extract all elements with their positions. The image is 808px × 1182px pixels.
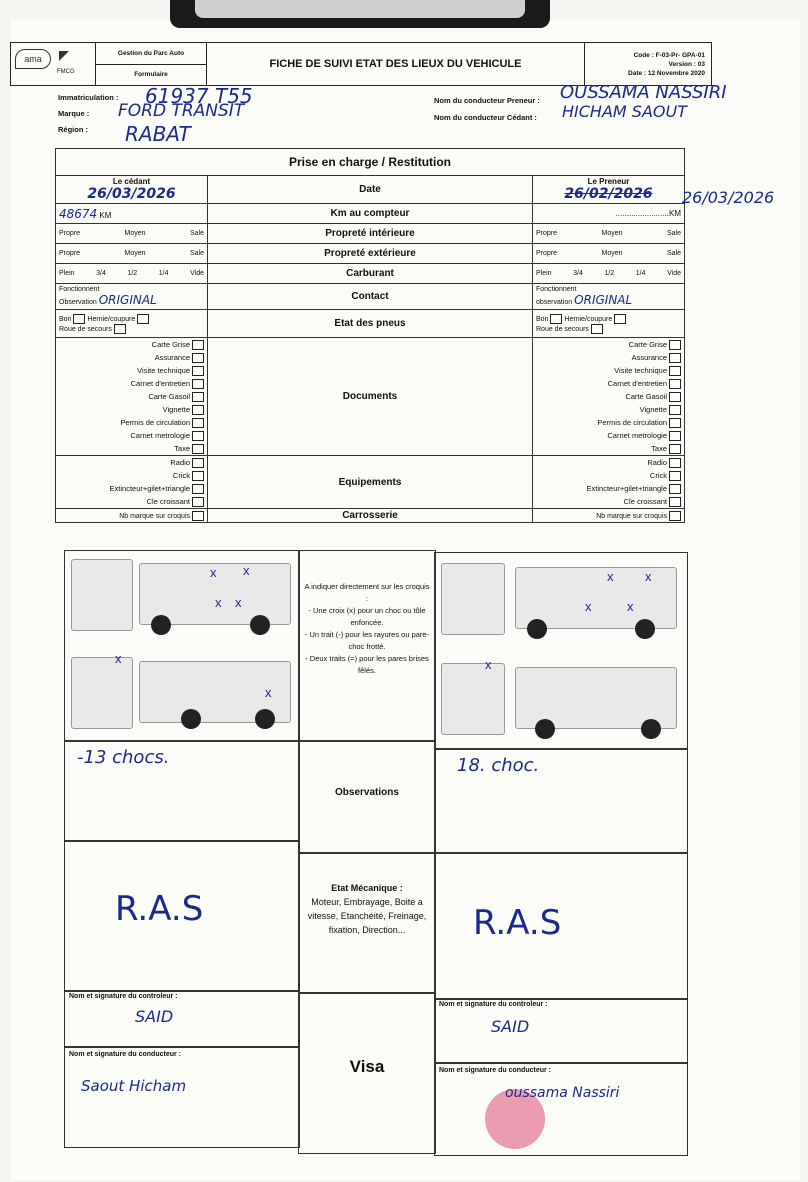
row-prop-ext: Propreté extérieure xyxy=(208,244,533,264)
right-date-outside: 26/03/2026 xyxy=(682,188,775,207)
cedant-value: HICHAM SAOUT xyxy=(562,102,687,121)
sketch-instructions: A indiquer directement sur les croquis : - Une croix (x) pour un choc ou tôle enfoncée. - Un trait (-) pour les rayures ou pare-choc frotté. - Deux traits (=) pour les pares brises fêlés. xyxy=(298,550,436,742)
right-date-crossed: 26/02/2026 xyxy=(564,186,653,202)
region-label: Région : xyxy=(58,125,88,134)
meca-left: R.A.S xyxy=(64,840,300,992)
preneur-head: Le Preneur xyxy=(587,177,630,186)
preneur-label: Nom du conducteur Preneur : xyxy=(434,96,540,105)
row-prop-int: Propreté intérieure xyxy=(208,224,533,244)
row-contact: Contact xyxy=(208,284,533,310)
org-bottom: Formulaire xyxy=(134,71,168,79)
obs-label: Observations xyxy=(298,740,436,854)
row-km: Km au compteur xyxy=(208,204,533,224)
form-header xyxy=(10,42,712,86)
marque-label: Marque : xyxy=(58,109,90,118)
left-km: 48674 xyxy=(59,206,98,221)
row-documents: Documents xyxy=(208,338,533,456)
immatriculation-value: 61937 T55 xyxy=(145,84,253,108)
org-block xyxy=(96,43,207,85)
cedant-label: Nom du conducteur Cédant : xyxy=(434,113,537,122)
sig-right-controleur: Nom et signature du controleur : SAID xyxy=(434,998,688,1064)
meca-label: Etat Mécanique : Moteur, Embrayage, Boite a vitesse, Etanchéité, Freinage, fixation, Direction... xyxy=(298,852,436,994)
preneur-value: OUSSAMA NASSIRI xyxy=(560,82,727,103)
row-date: Date xyxy=(208,176,533,204)
row-equipements: Equipements xyxy=(208,456,533,509)
obs-left: -13 chocs. xyxy=(64,740,300,842)
left-date: 26/03/2026 xyxy=(87,186,176,202)
company-logo: ama FMCG xyxy=(11,43,96,85)
sig-right-conducteur: Nom et signature du conducteur : oussama Nassiri xyxy=(434,1062,688,1156)
sketch-left: x x x x x x xyxy=(64,550,300,742)
region-value: RABAT xyxy=(125,122,191,146)
immatriculation-label: Immatriculation : xyxy=(58,93,119,102)
org-top: Gestion du Parc Auto xyxy=(96,43,206,65)
row-pneus: Etat des pneus xyxy=(208,310,533,338)
meca-right: R.A.S xyxy=(434,852,688,1000)
cedant-head: Le cédant xyxy=(112,177,151,186)
row-carburant: Carburant xyxy=(208,264,533,284)
form-meta: Code : F-03-Pr- GPA-01 Version : 03 Date : 12 Novembre 2020 xyxy=(628,51,705,77)
table-heading: Prise en charge / Restitution xyxy=(56,149,685,176)
sig-left-conducteur: Nom et signature du conducteur : Saout Hicham xyxy=(64,1046,300,1148)
marque-value: FORD TRANSIT xyxy=(118,101,245,121)
sig-left-controleur: Nom et signature du controleur : SAID xyxy=(64,990,300,1048)
form-title: FICHE DE SUIVI ETAT DES LIEUX DU VEHICULE xyxy=(207,43,585,85)
visa-cell: Visa xyxy=(298,992,436,1154)
sketch-right: x x x x x xyxy=(434,552,688,750)
obs-right: 18. choc. xyxy=(434,748,688,854)
row-carrosserie: Carrosserie xyxy=(208,509,533,523)
inspection-table: Prise en charge / Restitution Le cédant 26/03/2026 Date Le Preneur 26/02/2026 48674 KM Km au compteur ........................KM Propre Moyen Sale Propreté intérieure Propre Moyen Sale Propre Moyen Sale Propreté extérieure Propre Moyen Sale Plein 3/4 1/2 1/4 Vide Carburant Plein 3/4 1/2 1/4 Vide Fonctionnent Observation ORIGINAL Contact Fonctionnent observation ORIGINAL Bon Hernie/coupure Roue de secours Etat des pneus Bon Hernie/coupure Roue de secours Carte Grise Assurance Visite technique Carnet d'entretien Carte Gasoil Vignette Permis de circulation Carnet metrologie Taxe Documents Carte Grise Assurance Visite technique Carnet d'entretien Carte Gasoil Vignette Permis de circulation Carnet metrologie Taxe Radio Crick Extincteur+gilet+triangle Cle croissant Equipements Radio Crick Extincteur+gilet+triangle Cle croissant Nb marque sur croquis Carrosserie Nb marque sur croquis xyxy=(55,148,685,523)
